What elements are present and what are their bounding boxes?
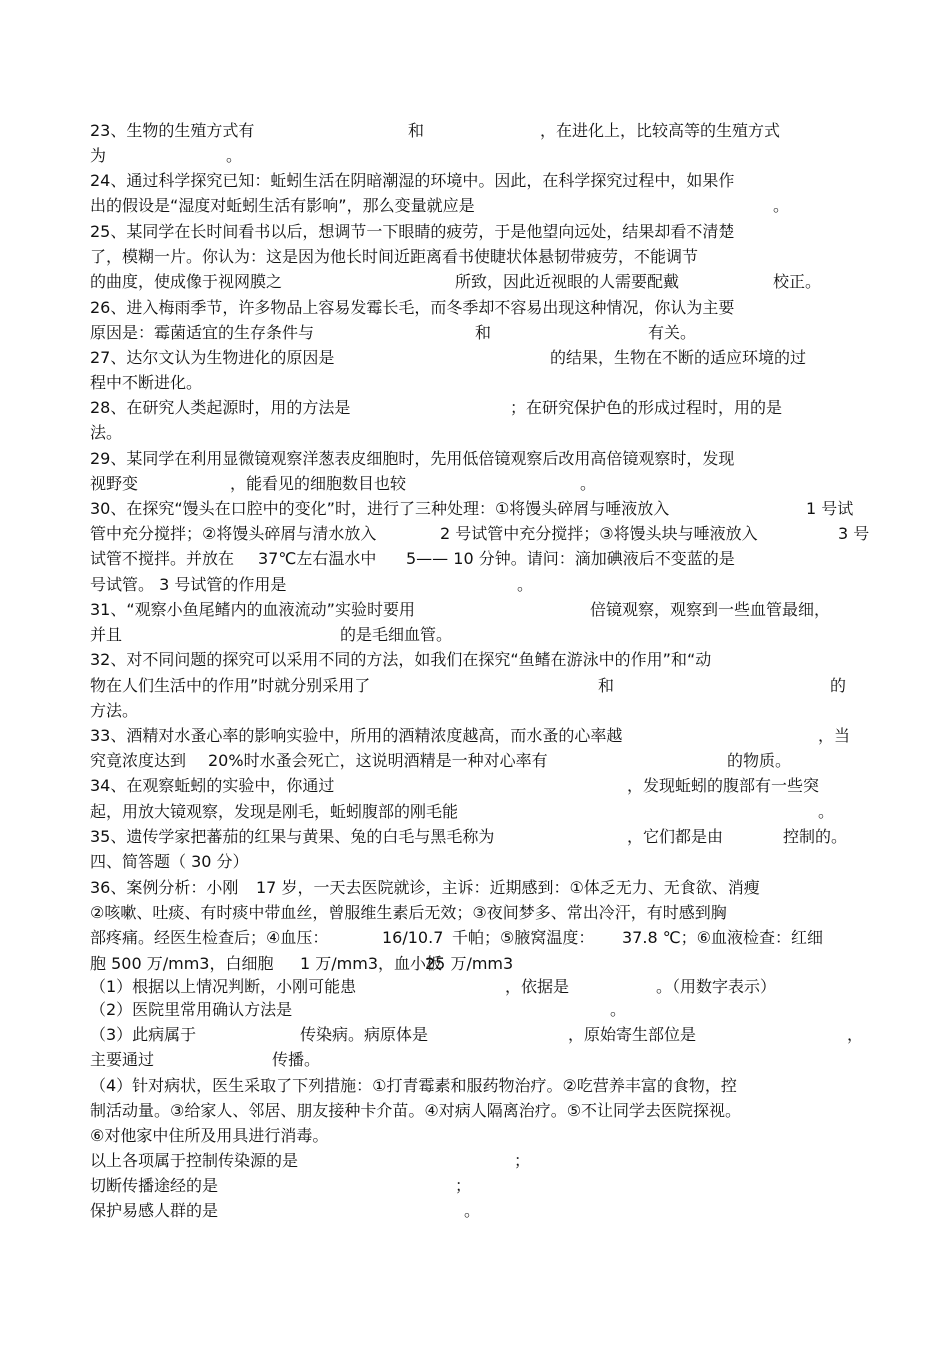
text-segment: 胞 500 万/mm3，白细胞 (90, 954, 274, 973)
text-line (0, 546, 950, 572)
text-segment: 控制的。 (783, 827, 848, 846)
text-segment: 和 (598, 676, 615, 695)
text-segment: ⑥对他家中住所及用具进行消毒。 (90, 1126, 329, 1145)
text-segment: 37℃左右温水中 (258, 549, 377, 568)
text-segment: 号试管。 3 号试管的作用是 (90, 575, 287, 594)
text-line (0, 723, 950, 749)
text-segment: 。 (580, 474, 597, 493)
text-segment: 和 (408, 121, 425, 140)
text-line (0, 673, 950, 699)
text-segment: 31、“观察小鱼尾鳍内的血液流动”实验时要用 (90, 600, 415, 619)
text-line (0, 1148, 950, 1174)
text-segment: ； (455, 1176, 472, 1195)
text-segment: 5—— 10 分钟。请问：滴加碘液后不变蓝的是 (406, 549, 735, 568)
text-line (0, 295, 950, 321)
text-line (0, 647, 950, 673)
text-segment: 27、达尔文认为生物进化的原因是 (90, 348, 335, 367)
text-segment: 的物质。 (727, 751, 792, 770)
text-line (0, 824, 950, 850)
text-segment: ； (514, 1151, 531, 1170)
text-line (0, 471, 950, 497)
text-segment: 切断传播途经的是 (90, 1176, 219, 1195)
text-line (0, 244, 950, 270)
text-segment: 以上各项属于控制传染源的是 (90, 1151, 299, 1170)
text-segment: （1）根据以上情况判断，小刚可能患 (90, 977, 357, 996)
text-segment: 3 号 (838, 524, 870, 543)
text-segment: ，依据是 (505, 977, 570, 996)
text-segment: 传染病。病原体是 (300, 1025, 429, 1044)
text-line (0, 1047, 950, 1073)
text-line (0, 698, 950, 724)
text-segment: 。 (818, 802, 835, 821)
text-segment: 物在人们生活中的作用”时就分别采用了 (90, 676, 371, 695)
text-line (0, 1022, 950, 1048)
text-segment: 。（用数字表示） (656, 977, 777, 996)
text-segment: 26、进入梅雨季节，许多物品上容易发霉长毛，而冬季却不容易出现这种情况，你认为主要 (90, 298, 735, 317)
text-line (0, 1198, 950, 1224)
text-segment: 33、酒精对水蚤心率的影响实验中，所用的酒精浓度越高，而水蚤的心率越 (90, 726, 623, 745)
text-segment: 部疼痛。经医生检查后；④血压： (90, 928, 329, 947)
text-segment: 16/10.7 (382, 928, 444, 947)
text-segment: 传播。 (272, 1050, 321, 1069)
text-segment: 倍镜观察，观察到一些血管最细， (590, 600, 831, 619)
text-line (0, 622, 950, 648)
text-line (0, 849, 950, 875)
text-line (0, 1073, 950, 1099)
text-line (0, 395, 950, 421)
text-segment: 。 (610, 1000, 627, 1019)
text-segment: 的结果，生物在不断的适应环境的过 (550, 348, 807, 367)
text-segment: ②咳嗽、吐痰、有时痰中带血丝，曾服维生素后无效；③夜间梦多、常出冷汗，有时感到胸 (90, 903, 727, 922)
text-segment: 的 (830, 676, 847, 695)
text-segment: 28、在研究人类起源时，用的方法是 (90, 398, 351, 417)
text-segment: 2 号试管中充分搅拌；③将馒头块与唾液放入 (440, 524, 758, 543)
text-line (0, 345, 950, 371)
text-segment: 原因是：霉菌适宜的生存条件与 (90, 323, 315, 342)
text-segment: 管中充分搅拌；②将馒头碎屑与清水放入 (90, 524, 377, 543)
text-segment: 29、某同学在利用显微镜观察洋葱表皮细胞时，先用低倍镜观察后改用高倍镜观察时，发现 (90, 449, 735, 468)
text-segment: 起，用放大镜观察，发现是刚毛，蚯蚓腹部的刚毛能 (90, 802, 459, 821)
text-line (0, 320, 950, 346)
text-segment: （4）针对病状，医生采取了下列措施：①打青霉素和服药物治疗。②吃营养丰富的食物，控 (90, 1076, 737, 1095)
text-line (0, 118, 950, 144)
text-segment: 出的假设是“湿度对蚯蚓生活有影响”，那么变量就应是 (90, 196, 475, 215)
text-segment: 制活动量。③给家人、邻居、朋友接种卡介苗。④对病人隔离治疗。⑤不让同学去医院探视。 (90, 1101, 742, 1120)
text-segment: 千帕；⑤腋窝温度： (452, 928, 595, 947)
text-segment: ，原始寄生部位是 (568, 1025, 697, 1044)
text-line (0, 773, 950, 799)
text-segment: 的是毛细血管。 (340, 625, 453, 644)
text-segment: ；在研究保护色的形成过程时，用的是 (510, 398, 783, 417)
text-line (0, 168, 950, 194)
text-line (0, 1173, 950, 1199)
text-segment: 37.8 ℃；⑥血液检查：红细 (622, 928, 824, 947)
text-segment: 17 岁，一天去医院就诊，主诉：近期感到：①体乏无力、无食欲、消瘦 (256, 878, 760, 897)
text-line (0, 748, 950, 774)
text-segment: ，当 (818, 726, 851, 745)
text-segment: 的曲度，使成像于视网膜之 (90, 272, 283, 291)
text-segment: 为 (90, 146, 107, 165)
text-segment: 视野变 (90, 474, 139, 493)
text-line (0, 572, 950, 598)
text-segment: 和 (475, 323, 492, 342)
text-line (0, 900, 950, 926)
text-segment: 1 万/mm3，血小板 (300, 954, 443, 973)
text-line (0, 193, 950, 219)
text-line (0, 219, 950, 245)
text-segment: 了，模糊一片。你认为：这是因为他长时间近距离看书使睫状体悬韧带疲劳，不能调节 (90, 247, 699, 266)
text-segment: 34、在观察蚯蚓的实验中，你通过 (90, 776, 335, 795)
text-segment: 。 (517, 575, 534, 594)
text-line (0, 496, 950, 522)
text-segment: 究竟浓度达到 (90, 751, 187, 770)
text-segment: 32、对不同问题的探究可以采用不同的方法，如我们在探究“鱼鳍在游泳中的作用”和“动 (90, 650, 712, 669)
text-line (0, 269, 950, 295)
text-segment: 35、遗传学家把蕃茄的红果与黄果、兔的白毛与黑毛称为 (90, 827, 495, 846)
text-segment: 保护易感人群的是 (90, 1201, 219, 1220)
text-line (0, 925, 950, 951)
text-line (0, 875, 950, 901)
text-segment: 1 号试 (806, 499, 854, 518)
text-segment: 25、某同学在长时间看书以后，想调节一下眼睛的疲劳，于是他望向远处，结果却看不清楚 (90, 222, 735, 241)
text-line (0, 799, 950, 825)
text-line (0, 521, 950, 547)
text-line (0, 997, 950, 1023)
text-segment: 主要通过 (90, 1050, 155, 1069)
text-segment: （2）医院里常用确认方法是 (90, 1000, 293, 1019)
text-line (0, 370, 950, 396)
text-segment: ，能看见的细胞数目也较 (230, 474, 407, 493)
text-segment: ， (847, 1025, 864, 1044)
text-segment: 并且 (90, 625, 123, 644)
text-segment: 四、简答题（ 30 分） (90, 852, 249, 871)
text-line (0, 420, 950, 446)
text-segment: ，在进化上，比较高等的生殖方式 (540, 121, 781, 140)
text-segment: 程中不断进化。 (90, 373, 203, 392)
text-segment: 23、生物的生殖方式有 (90, 121, 255, 140)
text-line (0, 446, 950, 472)
text-line (0, 1123, 950, 1149)
text-segment: ，它们都是由 (627, 827, 724, 846)
text-segment: 36、案例分析：小刚 (90, 878, 239, 897)
text-segment: （3）此病属于 (90, 1025, 197, 1044)
text-line (0, 1098, 950, 1124)
text-segment: 25 万/mm3 (425, 954, 514, 973)
text-segment: 24、通过科学探究已知：蚯蚓生活在阴暗潮湿的环境中。因此，在科学探究过程中，如果作 (90, 171, 735, 190)
text-segment: 所致，因此近视眼的人需要配戴 (455, 272, 680, 291)
text-segment: 方法。 (90, 701, 139, 720)
text-line (0, 143, 950, 169)
text-segment: ，发现蚯蚓的腹部有一些突 (627, 776, 820, 795)
text-segment: 。 (773, 196, 790, 215)
text-segment: 30、在探究“馒头在口腔中的变化”时，进行了三种处理：①将馒头碎屑与唾液放入 (90, 499, 670, 518)
text-segment: 试管不搅拌。并放在 (90, 549, 235, 568)
text-segment: 法。 (90, 423, 123, 442)
text-segment: 。 (464, 1201, 481, 1220)
text-segment: 。 (226, 146, 243, 165)
text-segment: 校正。 (773, 272, 822, 291)
text-line (0, 597, 950, 623)
text-segment: 20%时水蚤会死亡，这说明酒精是一种对心率有 (208, 751, 548, 770)
text-segment: 有关。 (648, 323, 697, 342)
